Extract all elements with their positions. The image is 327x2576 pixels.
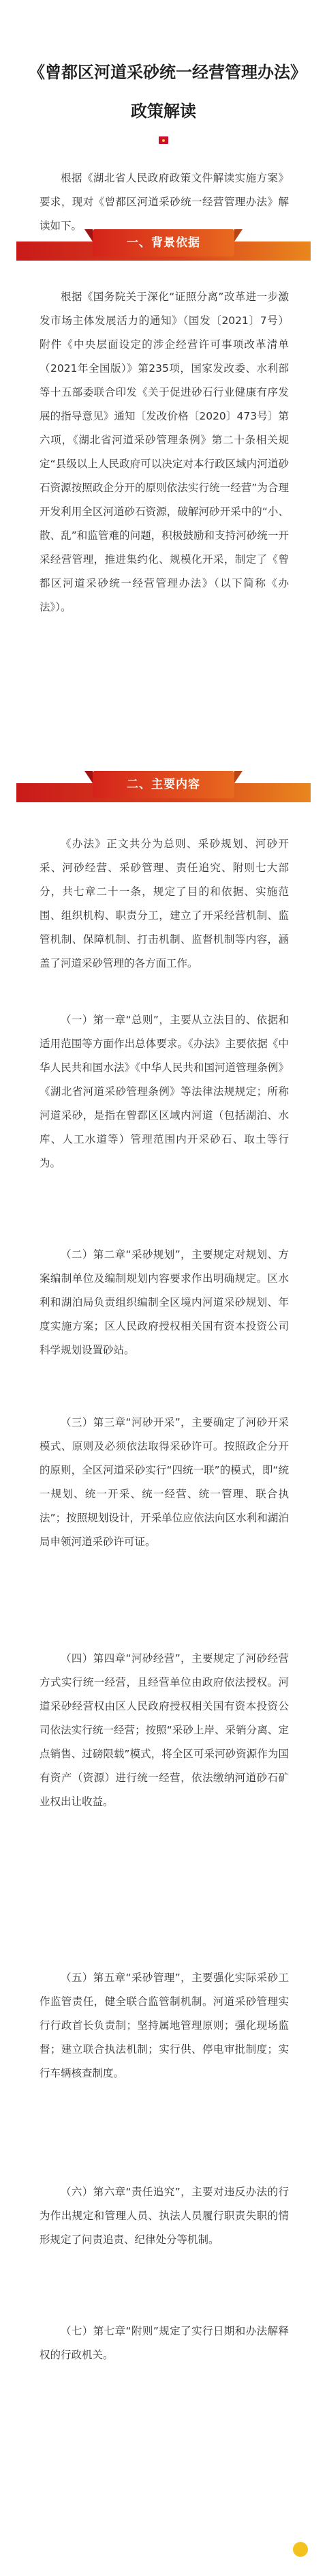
content-paragraph-chapter-7: （七）第七章“附则”规定了实行日期和办法解释权的行政机关。 [40,2325,289,2361]
section-heading: 一、背景依据 [93,229,234,257]
content-paragraph-overview: 《办法》正文共分为总则、采砂规划、河砂开采、河砂经营、采砂管理、责任追究、附则七大部分，共七章二十一条，规定了目的和依据、实施范围、组织机构、职责分工，建立了开采经营机制、监管机制、保障机制、打击机制、监督机制等内容，涵盖了河道采砂管理的各方面工作。 [40,838,289,969]
flag-icon [159,136,168,144]
content-paragraph-chapter-1: （一）第一章“总则”，主要从立法目的、依据和适用范围等方面作出总体要求。《办法》主要依据《中华人民共和国水法》《中华人民共和国河道管理条例》《湖北省河道采砂管理条例》等法律法规规定；所称河道采砂，是指在曾都区区域内河道（包括湖泊、水库、人工水道等）管理范围内开采砂石、取土等行为。 [40,1014,289,1169]
section-banner-content [16,771,311,802]
content-paragraph-chapter-6: （六）第六章“责任追究”，主要对违反办法的行为作出规定和管理人员、执法人员履行职责失职的情形规定了问责追责、纪律处分等机制。 [40,2186,289,2246]
content-paragraph-chapter-3: （三）第三章“河砂开采”，主要确定了河砂开采模式、原则及必须依法取得采砂许可。按照政企分开的原则，全区河道采砂实行“四统一联”的模式，即“统一规划、统一开采、统一经营、统一管理、联合执法”；按照规划设计，开采单位应依法向区水利和湖泊局申领河道采砂许可证。 [40,1416,289,1548]
content-paragraph-chapter-4: （四）第四章“河砂经营”，主要规定了河砂经营方式实行统一经营，且经营单位由政府依法授权。河道采砂经营权由区人民政府授权相关国有资本投资公司依法实行统一经营；按照“采砂上岸、采销分离、定点销售、过磅限载”模式，将全区可采河砂资源作为国有资产（资源）进行统一经营，依法缴纳河道砂石矿业权出让收益。 [40,1652,289,1808]
section-heading: 二、主要内容 [93,771,234,798]
intro-paragraph: 根据《湖北省人民政府政策文件解读实施方案》要求，现对《曾都区河道采砂统一经营管理办法》解读如下。 [40,172,289,232]
content-paragraph-chapter-2: （二）第二章“采砂规划”，主要规定对规划、方案编制单位及编制规划内容要求作出明确规定。区水利和湖泊局负责组织编制全区境内河道采砂规划、年度实施方案；区人民政府授权相关国有资本投资公司科学规划设置砂站。 [40,1248,289,1356]
content-paragraph-chapter-5: （五）第五章“采砂管理”，主要强化实际采砂工作监管责任，健全联合监管制机制。河道采砂管理实行行政首长负责制；坚持属地管理原则；强化现场监督；建立联合执法机制；实行供、停电审批制度；实行车辆核查制度。 [40,1972,289,2079]
background-paragraph: 根据《国务院关于深化“证照分离”改革进一步激发市场主体发展活力的通知》（国发〔2021〕7号）附件《中央层面设定的涉企经营许可事项改革清单（2021年全国版）》第235项，国家发改委、水利部等十五部委联合印发《关于促进砂石行业健康有序发展的指导意见》通知〔发改价格〔2020〕473号〕第六项，《湖北省河道采砂管理条例》第二十条相关规定“县级以上人民政府可以决定对本行政区域内河道砂石资源按照政企分开的原则依法实行统一经营”为合理开发利用全区河道砂石资源，破解河砂开采中的“小、散、乱”和监管难的问题，积极鼓励和支持河砂统一开采经营管理，推进集约化、规模化开采，制定了《曾都区河道采砂统一经营管理办法》（以下简称《办法》）。 [40,291,289,613]
flag-star-icon [162,139,165,142]
decorative-dot-icon [293,2542,308,2557]
section-banner-background [16,229,311,261]
page-title: 《曾都区河道采砂统一经营管理办法》政策解读 [29,63,298,121]
